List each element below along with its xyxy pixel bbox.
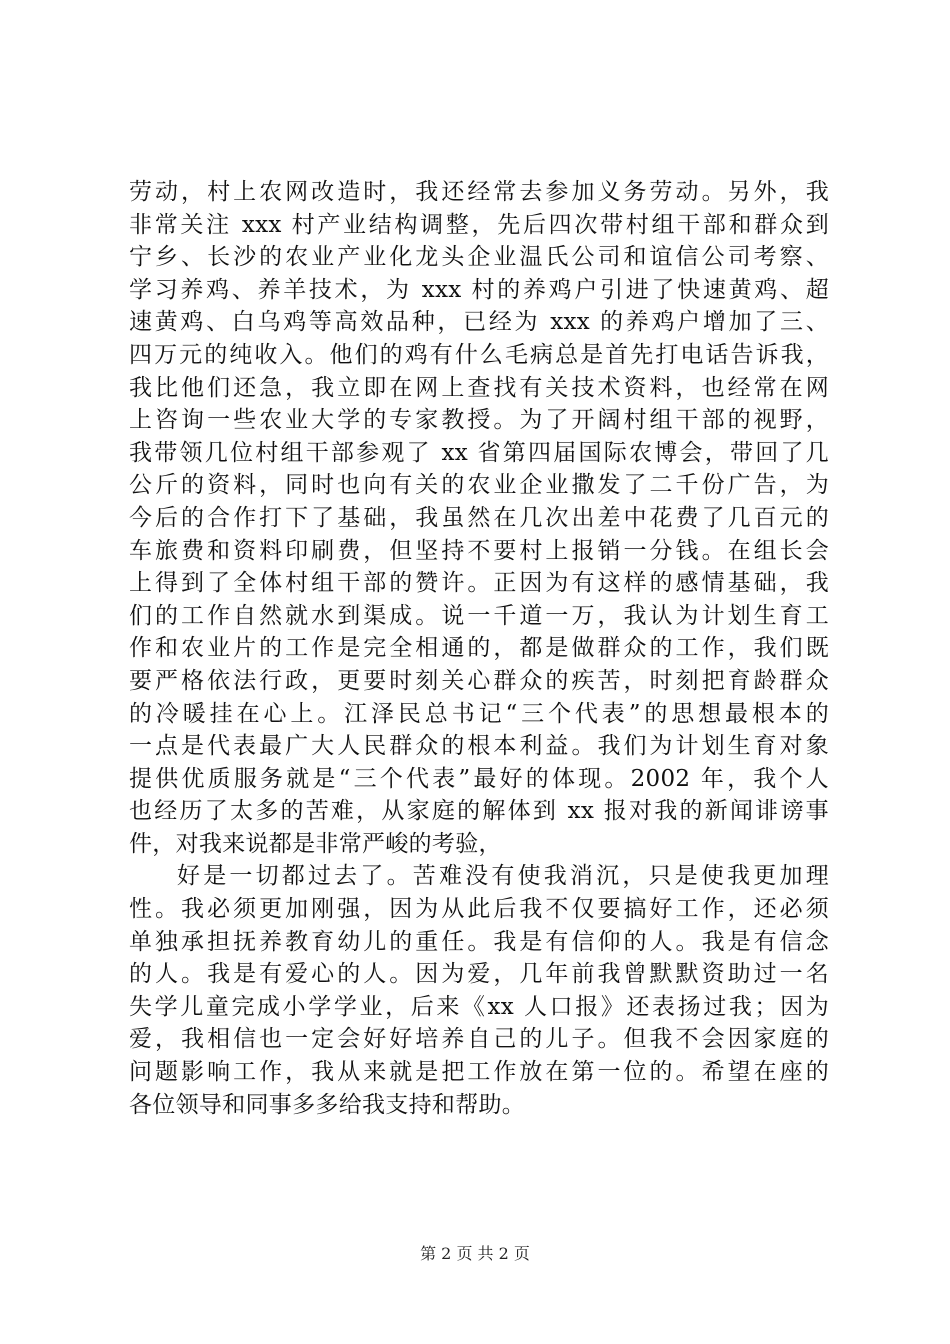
text-line: 各位领导和同事多多给我支持和帮助。	[129, 1091, 526, 1118]
text-line: 上得到了全体村组干部的赞许。正因为有这样的感情基础，我	[129, 570, 829, 597]
text-line: 上咨询一些农业大学的专家教授。为了开阔村组干部的视野，	[129, 407, 829, 434]
text-line: 单独承担抚养教育幼儿的重任。我是有信仰的人。我是有信念	[129, 928, 829, 955]
text-line: 我带领几位村组干部参观了 xx 省第四届国际农博会，带回了几	[129, 439, 829, 466]
text-line: 们的工作自然就水到渠成。说一千道一万，我认为计划生育工	[129, 602, 829, 629]
text-line: 非常关注 xxx 村产业结构调整，先后四次带村组干部和群众到	[129, 211, 829, 238]
text-line: 提供优质服务就是“三个代表”最好的体现。2002 年，我个人	[129, 765, 829, 792]
text-line: 一点是代表最广大人民群众的根本利益。我们为计划生育对象	[129, 733, 829, 760]
text-line: 四万元的纯收入。他们的鸡有什么毛病总是首先打电话告诉我，	[129, 341, 829, 368]
page-number-footer: 第 2 页 共 2 页	[420, 1244, 530, 1263]
text-line: 宁乡、长沙的农业产业化龙头企业温氏公司和谊信公司考察、	[129, 244, 829, 271]
text-line: 作和农业片的工作是完全相通的，都是做群众的工作，我们既	[129, 635, 829, 662]
text-line: 件，对我来说都是非常严峻的考验，	[129, 830, 502, 857]
text-line: 也经历了太多的苦难，从家庭的解体到 xx 报对我的新闻诽谤事	[129, 798, 829, 825]
text-line: 失学儿童完成小学学业，后来《xx 人口报》还表扬过我；因为	[129, 993, 829, 1020]
text-line: 爱，我相信也一定会好好培养自己的儿子。但我不会因家庭的	[129, 1026, 829, 1053]
text-line: 车旅费和资料印刷费，但坚持不要村上报销一分钱。在组长会	[129, 537, 829, 564]
text-line: 问题影响工作，我从来就是把工作放在第一位的。希望在座的	[129, 1059, 829, 1086]
body-text	[129, 176, 829, 1121]
text-line: 的人。我是有爱心的人。因为爱，几年前我曾默默资助过一名	[129, 961, 829, 988]
text-line: 性。我必须更加刚强，因为从此后我不仅要搞好工作，还必须	[129, 896, 829, 923]
text-line: 的冷暖挂在心上。江泽民总书记“三个代表”的思想最根本的	[129, 700, 829, 727]
text-line: 速黄鸡、白乌鸡等高效品种，已经为 xxx 的养鸡户增加了三、	[129, 309, 829, 336]
text-line: 我比他们还急，我立即在网上查找有关技术资料，也经常在网	[129, 374, 829, 401]
text-line: 要严格依法行政，更要时刻关心群众的疾苦，时刻把育龄群众	[129, 667, 829, 694]
text-line: 今后的合作打下了基础，我虽然在几次出差中花费了几百元的	[129, 504, 829, 531]
paragraph-2	[129, 860, 829, 1121]
paragraph-1	[129, 176, 829, 860]
text-line: 好是一切都过去了。苦难没有使我消沉，只是使我更加理	[177, 863, 829, 890]
text-line: 劳动，村上农网改造时，我还经常去参加义务劳动。另外，我	[129, 179, 829, 205]
text-line: 学习养鸡、养羊技术，为 xxx 村的养鸡户引进了快速黄鸡、超	[129, 276, 829, 303]
text-line: 公斤的资料，同时也向有关的农业企业撒发了二千份广告，为	[129, 472, 829, 499]
